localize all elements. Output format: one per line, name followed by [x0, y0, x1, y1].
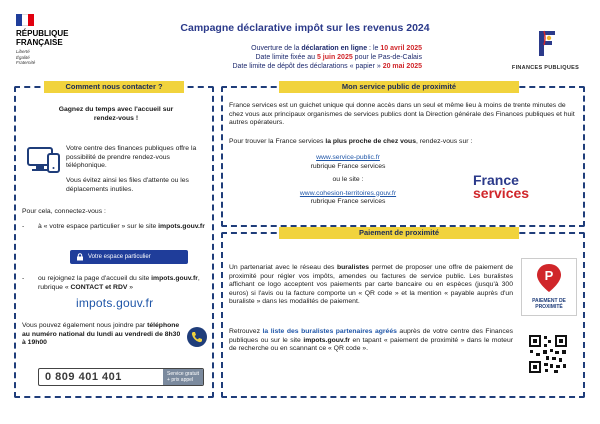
contact-heading: Comment nous contacter ? [44, 81, 184, 93]
p-map-marker-icon [535, 263, 563, 293]
proximite-find: Pour trouver la France services la plus proche de chez vous, rendez-vous sur : [229, 138, 473, 145]
rubrique-1: rubrique France services [310, 162, 386, 170]
lock-icon [76, 253, 84, 261]
contact-para2: Vous évitez ainsi les files d'attente ou les déplacements inutiles. [66, 177, 189, 193]
paiement-para1: Un partenariat avec le réseau des buralistes permet de proposer une offre de paiement de proximité pour régler vos impôts, amendes ou factures de service public. Les buralistes affichant ce logo acceptent vos paiements par carte bancaire ou en espèces (jusqu'à 300 euros) si l'avis ou la facture comporte un « QR code » et la mention « payable auprès d'un buraliste » dans les modalités de paiement. [229, 264, 514, 305]
proximite-box [221, 82, 585, 227]
phone-tag: Service gratuit + prix appel [163, 369, 203, 385]
rubrique-2: rubrique France services [310, 198, 386, 205]
marianne-f-icon [533, 28, 559, 58]
phone-icon [186, 326, 208, 348]
computer-phone-icon [26, 146, 62, 176]
qr-code-icon [528, 334, 568, 374]
paiement-box [221, 228, 585, 398]
france-services-logo: France services [473, 172, 530, 201]
proximite-para: France services est un guichet unique qui donne accès dans un seul et même lieu à moins de trente minutes de chez vous aux principaux organismes de services publics dont la Direction générale des Finances publiques et huit autres opérateurs. [229, 102, 575, 126]
espace-particulier-button[interactable]: Votre espace particulier [70, 250, 188, 264]
republic-name: RÉPUBLIQUE FRANÇAISE [16, 29, 69, 47]
bullet-espace: à « votre espace particulier » sur le site impots.gouv.fr [38, 223, 205, 230]
header [110, 22, 500, 71]
page-title: Campagne déclarative impôt sur les revenus 2024 [180, 22, 430, 34]
paiement-para2: Retrouvez la liste des buralistes partenaires agréés auprès de votre centre des Finances publiques ou sur le site impots.gouv.fr en tapant « paiement de proximité » dans le moteur de recherche ou en scannant ce « QR code ». [229, 328, 514, 352]
link-cohesion-territoires[interactable]: www.cohesion-territoires.gouv.fr [299, 189, 397, 197]
contact-para1: Votre centre des finances publiques offre la possibilité de prendre rendez-vous téléphonique. [66, 145, 197, 169]
phone-intro: Vous pouvez également nous joindre par téléphone au numéro national du lundi au vendredi de 8h30 à 19h00 [22, 322, 181, 346]
proximite-heading: Mon service public de proximité [279, 81, 519, 93]
dates-block: Ouverture de la déclaration en ligne : le 10 avril 2025 Date limite fixée au 5 juin 2025 pour le Pas-de-Calais Date limite de dépôt des déclarations « papier » 20 mai 2025 [232, 45, 422, 70]
paiement-heading: Paiement de proximité [279, 227, 519, 239]
impots-gouv-logo[interactable]: impots.gouv.fr [76, 296, 154, 310]
connect-label: Pour cela, connectez-vous : [22, 208, 106, 215]
svg-text:P: P [544, 268, 554, 283]
phone-number-card[interactable] [38, 368, 204, 386]
motto: Liberté Égalité Fraternité [16, 49, 36, 65]
paiement-proximite-logo: P PAIEMENT DE PROXIMITÉ [521, 258, 577, 316]
french-flag-icon [16, 14, 34, 26]
or-site: ou le site : [332, 176, 364, 183]
republique-francaise-logo [16, 14, 96, 66]
link-service-public[interactable]: www.service-public.fr [316, 154, 380, 161]
contact-box: Comment nous contacter ? Gagnez du temps avec l'accueil sur rendez-vous ! Votre centre des finances publiques offre la possibilité de prendre rendez-vous téléphonique. Vous évitez ainsi les files d'attente ou les déplacements inutiles. Pour cela, connectez-vous : - à « votre espace particulier » sur le site impots.gouv.fr Votre espace particulier - ou rejoignez la page d'accueil du site impots.gouv.fr, rubrique « CONTACT et RDV » impots.gouv.fr Vous pouvez également nous joindre par téléphone au numéro national du lundi au vendredi de 8h30 à 19h00 0 809 401 401 Service gratuit + prix appel [14, 86, 214, 398]
contact-intro: Gagnez du temps avec l'accueil sur rendez-vous ! [58, 106, 174, 122]
finances-publiques-logo: FINANCES PUBLIQUES [498, 28, 593, 71]
bullet-contact-rdv: ou rejoignez la page d'accueil du site impots.gouv.fr, rubrique « CONTACT et RDV » [38, 275, 200, 291]
phone-number: 0 809 401 401 [45, 371, 122, 383]
